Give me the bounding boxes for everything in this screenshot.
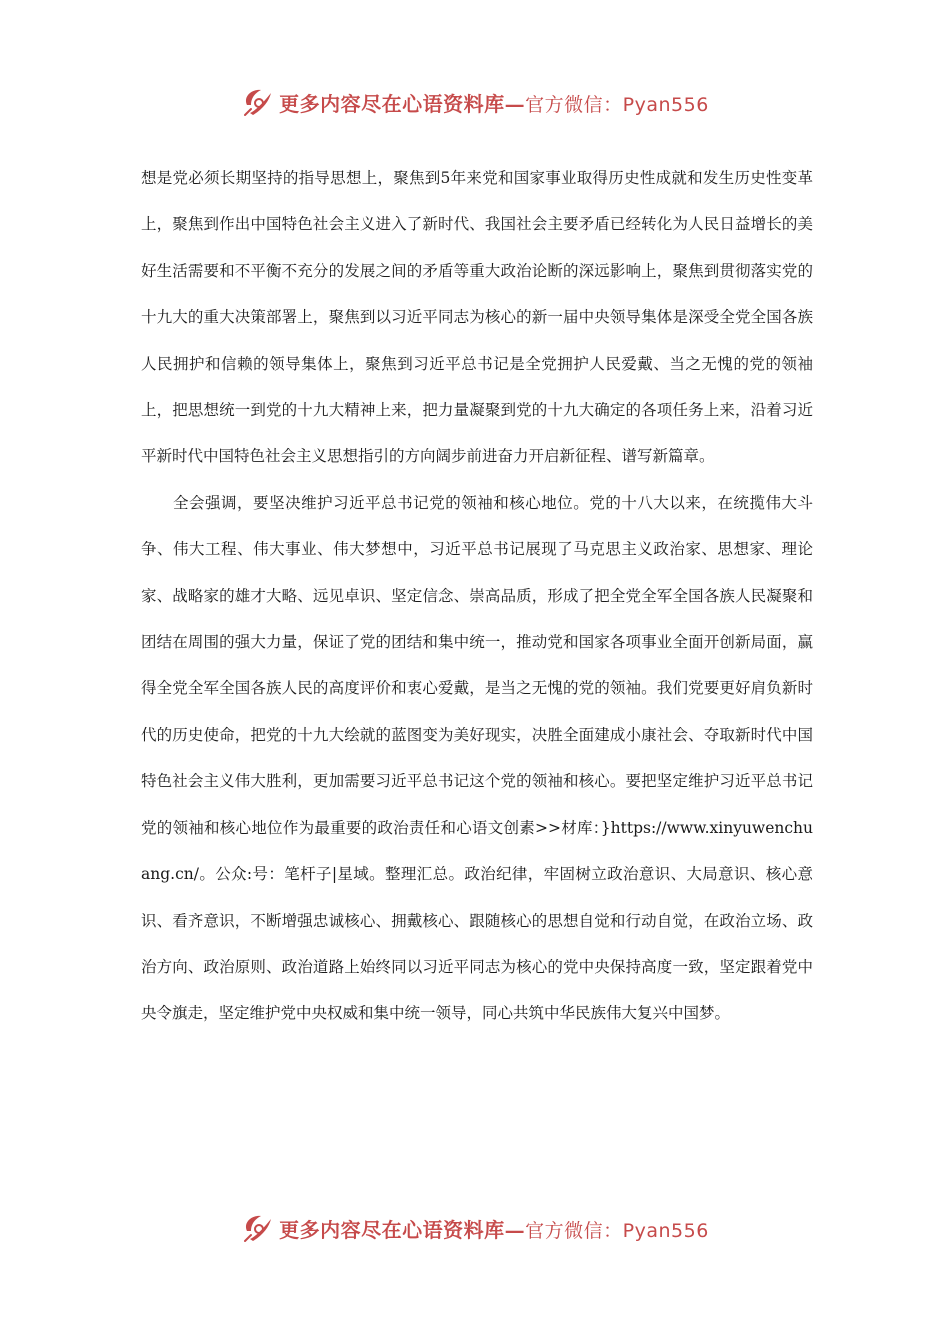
pen-nib-logo-icon	[241, 85, 275, 119]
header-banner-wechat: 官方微信：Pyan556	[525, 93, 709, 116]
header-banner-text	[279, 88, 709, 117]
footer-banner-separator: —	[504, 1217, 526, 1242]
document-body	[141, 155, 813, 1037]
pen-nib-logo-icon	[241, 1211, 275, 1245]
header-banner	[0, 82, 950, 122]
paragraph-2: 全会强调，要坚决维护习近平总书记党的领袖和核心地位。党的十八大以来，在统揽伟大斗争、伟大工程、伟大事业、伟大梦想中，习近平总书记展现了马克思主义政治家、思想家、理论家、战略家的雄才大略、远见卓识、坚定信念、崇高品质，形成了把全党全军全国各族人民凝聚和团结在周围的强大力量，保证了党的团结和集中统一，推动党和国家各项事业全面开创新局面，赢得全党全军全国各族人民的高度评价和衷心爱戴，是当之无愧的党的领袖。我们党要更好肩负新时代的历史使命，把党的十九大绘就的蓝图变为美好现实，决胜全面建成小康社会、夺取新时代中国特色社会主义伟大胜利，更加需要习近平总书记这个党的领袖和核心。要把坚定维护习近平总书记党的领袖和核心地位作为最重要的政治责任和心语文创素>>材库：}https://www.xinyuwenchuang.cn/。公众:号：笔杆子|星域。整理汇总。政治纪律，牢固树立政治意识、大局意识、核心意识、看齐意识，不断增强忠诚核心、拥戴核心、跟随核心的思想自觉和行动自觉，在政治立场、政治方向、政治原则、政治道路上始终同以习近平同志为核心的党中央保持高度一致，坚定跟着党中央令旗走，坚定维护党中央权威和集中统一领导，同心共筑中华民族伟大复兴中国梦。	[141, 493, 813, 1023]
footer-banner	[0, 1208, 950, 1248]
footer-banner-text	[279, 1214, 709, 1243]
header-banner-separator: —	[504, 91, 526, 116]
footer-banner-wechat: 官方微信：Pyan556	[525, 1219, 709, 1242]
header-banner-title: 更多内容尽在心语资料库	[279, 91, 505, 116]
paragraph-1: 想是党必须长期坚持的指导思想上，聚焦到5年来党和国家事业取得历史性成就和发生历史性变革上，聚焦到作出中国特色社会主义进入了新时代、我国社会主要矛盾已经转化为人民日益增长的美好生活需要和不平衡不充分的发展之间的矛盾等重大政治论断的深远影响上，聚焦到贯彻落实党的十九大的重大决策部署上，聚焦到以习近平同志为核心的新一届中央领导集体是深受全党全国各族人民拥护和信赖的领导集体上，聚焦到习近平总书记是全党拥护人民爱戴、当之无愧的党的领袖上，把思想统一到党的十九大精神上来，把力量凝聚到党的十九大确定的各项任务上来，沿着习近平新时代中国特色社会主义思想指引的方向阔步前进奋力开启新征程、谱写新篇章。	[141, 169, 813, 466]
footer-banner-title: 更多内容尽在心语资料库	[279, 1217, 505, 1242]
